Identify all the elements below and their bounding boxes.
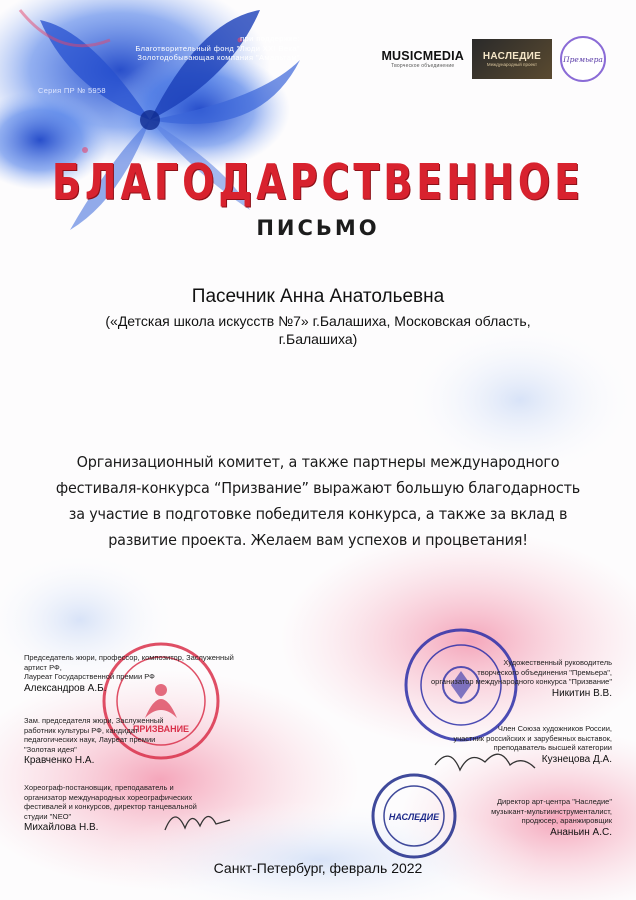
signature-block-left: [24, 716, 234, 767]
certificate-subtitle: ПИСЬМО: [256, 216, 380, 240]
signer-title: Хореограф-постановщик, преподаватель и: [24, 783, 174, 792]
musicmedia-logo: [381, 49, 464, 69]
signature-block-right: [382, 658, 612, 700]
musicmedia-tagline: Творческое объединение: [391, 63, 455, 69]
signer-title: студии "NEO": [24, 811, 72, 821]
signer-title: продюсер, аранжировщик: [521, 816, 612, 825]
recipient-organization: [48, 312, 588, 348]
signer-title: "Золотая идея": [24, 744, 77, 754]
signer-name: Кузнецова Д.А.: [541, 753, 612, 765]
premiera-logo: [560, 36, 606, 82]
series-number: Серия ПР № 5958: [38, 86, 106, 95]
signer-name: Александров А.Б.: [24, 682, 107, 694]
premiera-title: Премьера: [563, 54, 603, 64]
recipient-name: Пасечник Анна Анатольевна: [191, 286, 445, 307]
signer-title: Председатель жюри, профессор, композитор, Заслуженный артист РФ,: [24, 653, 234, 672]
signer-title: творческого объединения "Премьера",: [477, 667, 612, 677]
signer-title: Член Союза художников России,: [497, 724, 612, 733]
signer-name: Никитин В.В.: [551, 687, 612, 699]
signature-block-left: [24, 783, 234, 834]
place-and-date: Санкт-Петербург, февраль 2022: [213, 860, 423, 876]
signer-title: участник российских и зарубежных выставок,: [453, 733, 612, 743]
signature-block-right: [382, 797, 612, 839]
support-line: при поддержке:: [240, 34, 300, 43]
certificate-title: БЛАГОДАРСТВЕННОЕ: [51, 153, 585, 211]
signer-title: организатор международных хореографических: [24, 792, 193, 802]
signer-title: Директор арт-центра "Наследие": [496, 797, 612, 806]
nasledie-logo: [472, 39, 552, 79]
support-line: Золотодобывающая компания "Амальтам": [137, 53, 300, 62]
nasledie-tagline: Международный проект: [486, 62, 538, 67]
signer-name: Михайлова Н.В.: [24, 822, 99, 833]
nasledie-title: НАСЛЕДИЕ: [482, 51, 542, 62]
signer-name: Ананьин А.С.: [550, 826, 612, 838]
signer-title: Зам. председателя жюри, Заслуженный: [24, 716, 164, 725]
musicmedia-title: MUSICMEDIA: [381, 49, 464, 63]
organization-line: г.Балашиха): [278, 331, 358, 347]
support-line: Благотворительный фонд "Люди XXI Века": [135, 43, 300, 53]
signer-title: музыкант-мультиинструменталист,: [491, 806, 612, 816]
signature-block-right: [382, 724, 612, 766]
signer-title: организатор международного конкурса "Призвание": [430, 677, 612, 686]
signer-title: преподаватель высшей категории: [493, 743, 612, 752]
organization-line: («Детская школа искусств №7» г.Балашиха, Московская область,: [105, 313, 531, 329]
gratitude-message: [51, 449, 585, 553]
signer-title: педагогических наук, Лауреат премии: [24, 735, 156, 744]
red-stamp-text: ПРИЗВАНИЕ: [132, 724, 190, 734]
message-line: Организационный комитет, а также партнеры международного: [76, 453, 560, 471]
signature-block-left: [24, 653, 234, 695]
signer-title: Лауреат Государственной премии РФ: [24, 672, 155, 681]
signer-title: Художественный руководитель: [503, 658, 612, 667]
signer-title: фестивалей и конкурсов, директор танцевальной: [24, 802, 197, 811]
message-line: развитие проекта. Желаем вам успехов и процветания!: [108, 531, 528, 549]
signer-name: Кравченко Н.А.: [24, 755, 95, 766]
signer-title: работник культуры РФ, кандидат: [24, 725, 139, 735]
support-text: [40, 34, 300, 63]
partner-logos: [381, 36, 606, 82]
bottom-stamp-text: НАСЛЕДИЕ: [388, 812, 440, 822]
message-line: фестиваля-конкурса “Призвание” выражают большую благодарность: [55, 479, 581, 497]
message-line: за участие в подготовке победителя конкурса, а также за вклад в: [68, 505, 568, 523]
